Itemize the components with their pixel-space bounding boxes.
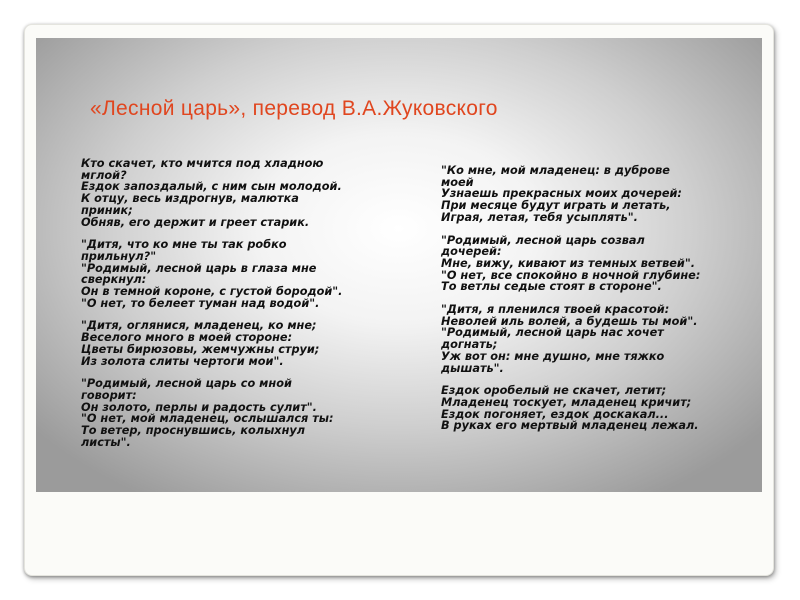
poem-line: мглой?	[81, 168, 127, 182]
poem-line: Веселого много в моей стороне:	[81, 331, 293, 345]
poem-line: "Родимый, лесной царь в глаза мне	[81, 261, 317, 275]
poem-line: Из золота слиты чертоги мои".	[81, 354, 284, 368]
poem-line: "Дитя, я пленился твоей красотой:	[441, 303, 670, 317]
poem-line: "О нет, мой младенец, ослышался ты:	[81, 412, 334, 426]
poem-line: Он в темной короне, с густой бородой".	[81, 285, 343, 299]
poem-stanza	[81, 158, 401, 228]
poem-stanza	[81, 320, 401, 367]
poem-stanza	[441, 235, 761, 294]
poem-line: сверкнул:	[81, 273, 147, 287]
poem-left-column	[81, 158, 401, 459]
poem-line: "Ко мне, мой младенец: в дуброве	[441, 164, 670, 177]
poem-line: Обняв, его держит и греет старик.	[81, 215, 310, 229]
poem-line: "Родимый, лесной царь со мной	[81, 377, 292, 391]
poem-line: В руках его мертвый младенец лежал.	[441, 419, 699, 433]
slide-footer-area	[36, 492, 762, 562]
poem-line: "О нет, все спокойно в ночной глубине:	[441, 268, 701, 282]
poem-stanza	[81, 239, 401, 309]
poem-line: При месяце будут играть и летать,	[441, 199, 671, 213]
poem-line: Он золото, перлы и радость сулит".	[81, 400, 317, 414]
poem-line: То ветлы седые стоят в стороне".	[441, 280, 662, 294]
poem-line: "Родимый, лесной царь созвал	[441, 233, 645, 247]
poem-line: "О нет, то белеет туман над водой".	[81, 296, 320, 310]
poem-line: То ветер, проснувшись, колыхнул	[81, 424, 306, 438]
poem-stanza	[81, 378, 401, 448]
poem-line: листы".	[81, 435, 131, 449]
poem-line: моей	[441, 175, 474, 189]
poem-right-column	[441, 165, 761, 443]
poem-line: говорит:	[81, 388, 137, 402]
poem-stanza	[441, 304, 761, 374]
slide-title: «Лесной царь», перевод В.А.Жуковского	[90, 97, 498, 120]
poem-line: Ездок оробелый не скачет, летит;	[441, 384, 667, 398]
poem-line: Кто скачет, кто мчится под хладною	[81, 157, 324, 170]
poem-line: "Родимый, лесной царь нас хочет	[441, 326, 664, 340]
poem-stanza	[441, 385, 761, 432]
poem-line: Неволей иль волей, а будешь ты мой".	[441, 314, 698, 328]
poem-line: К отцу, весь издрогнув, малютка	[81, 192, 299, 206]
poem-line: догнать;	[441, 338, 498, 352]
poem-line: Играя, летая, тебя усыплять".	[441, 210, 638, 224]
poem-line: "Дитя, что ко мне ты так робко	[81, 238, 287, 252]
poem-line: Ездок погоняет, ездок доскакал...	[441, 407, 669, 421]
poem-line: дышать".	[441, 361, 504, 375]
poem-line: Младенец тоскует, младенец кричит;	[441, 395, 692, 409]
poem-line: приник;	[81, 203, 133, 217]
poem-line: дочерей:	[441, 245, 502, 259]
poem-line: Цветы бирюзовы, жемчужны струи;	[81, 342, 320, 356]
poem-stanza	[441, 165, 761, 224]
poem-line: прильнул?"	[81, 249, 157, 263]
poem-line: Мне, вижу, кивают из темных ветвей".	[441, 256, 696, 270]
poem-line: Узнаешь прекрасных моих дочерей:	[441, 187, 682, 201]
poem-line: Ездок запоздалый, с ним сын молодой.	[81, 180, 342, 194]
poem-line: Уж вот он: мне душно, мне тяжко	[441, 349, 665, 363]
poem-line: "Дитя, оглянися, младенец, ко мне;	[81, 319, 317, 333]
